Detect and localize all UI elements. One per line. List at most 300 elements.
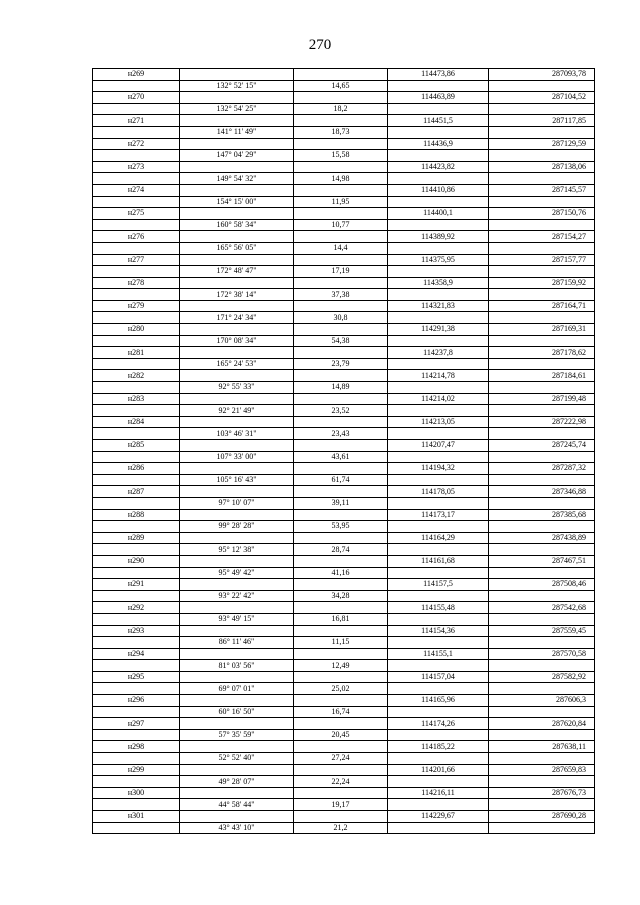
point-name-cell: н286 xyxy=(93,463,180,475)
empty-cell xyxy=(294,509,388,521)
direction-angle-cell: 57° 35' 59" xyxy=(180,729,294,741)
segment-row xyxy=(93,428,595,440)
empty-cell xyxy=(180,231,294,243)
y-coordinate-cell: 287659,83 xyxy=(489,764,595,776)
x-coordinate-cell: 114164,29 xyxy=(388,532,489,544)
empty-cell xyxy=(93,266,180,278)
empty-cell xyxy=(180,161,294,173)
x-coordinate-cell: 114214,02 xyxy=(388,393,489,405)
segment-length-cell: 18,2 xyxy=(294,103,388,115)
empty-cell xyxy=(180,671,294,683)
x-coordinate-cell: 114436,9 xyxy=(388,138,489,150)
empty-cell xyxy=(489,776,595,788)
segment-row xyxy=(93,544,595,556)
direction-angle-cell: 43° 43' 10" xyxy=(180,822,294,834)
empty-cell xyxy=(294,440,388,452)
y-coordinate-cell: 287159,92 xyxy=(489,277,595,289)
y-coordinate-cell: 287620,84 xyxy=(489,718,595,730)
empty-cell xyxy=(93,753,180,765)
empty-cell xyxy=(93,103,180,115)
point-row xyxy=(93,208,595,220)
empty-cell xyxy=(388,590,489,602)
empty-cell xyxy=(489,683,595,695)
empty-cell xyxy=(93,173,180,185)
point-name-cell: н271 xyxy=(93,115,180,127)
empty-cell xyxy=(93,799,180,811)
x-coordinate-cell: 114174,26 xyxy=(388,718,489,730)
direction-angle-cell: 147° 04' 29" xyxy=(180,150,294,162)
point-row xyxy=(93,602,595,614)
y-coordinate-cell: 287150,76 xyxy=(489,208,595,220)
point-row xyxy=(93,138,595,150)
point-name-cell: н276 xyxy=(93,231,180,243)
point-row xyxy=(93,440,595,452)
empty-cell xyxy=(388,497,489,509)
segment-length-cell: 43,61 xyxy=(294,451,388,463)
segment-row xyxy=(93,382,595,394)
empty-cell xyxy=(489,80,595,92)
segment-length-cell: 15,58 xyxy=(294,150,388,162)
segment-length-cell: 25,02 xyxy=(294,683,388,695)
empty-cell xyxy=(489,451,595,463)
y-coordinate-cell: 287093,78 xyxy=(489,69,595,81)
x-coordinate-cell: 114463,89 xyxy=(388,92,489,104)
y-coordinate-cell: 287245,74 xyxy=(489,440,595,452)
y-coordinate-cell: 287222,98 xyxy=(489,416,595,428)
point-row xyxy=(93,300,595,312)
empty-cell xyxy=(294,764,388,776)
empty-cell xyxy=(388,126,489,138)
empty-cell xyxy=(180,254,294,266)
x-coordinate-cell: 114410,86 xyxy=(388,184,489,196)
empty-cell xyxy=(180,92,294,104)
empty-cell xyxy=(489,544,595,556)
empty-cell xyxy=(489,637,595,649)
empty-cell xyxy=(180,393,294,405)
y-coordinate-cell: 287157,77 xyxy=(489,254,595,266)
segment-row xyxy=(93,173,595,185)
point-name-cell: н301 xyxy=(93,811,180,823)
segment-length-cell: 14,65 xyxy=(294,80,388,92)
point-name-cell: н269 xyxy=(93,69,180,81)
empty-cell xyxy=(180,138,294,150)
empty-cell xyxy=(294,463,388,475)
empty-cell xyxy=(93,358,180,370)
segment-length-cell: 20,45 xyxy=(294,729,388,741)
empty-cell xyxy=(294,532,388,544)
empty-cell xyxy=(489,196,595,208)
empty-cell xyxy=(294,811,388,823)
x-coordinate-cell: 114214,78 xyxy=(388,370,489,382)
empty-cell xyxy=(294,161,388,173)
empty-cell xyxy=(489,219,595,231)
empty-cell xyxy=(294,92,388,104)
segment-row xyxy=(93,567,595,579)
y-coordinate-cell: 287138,06 xyxy=(489,161,595,173)
point-row xyxy=(93,555,595,567)
point-row xyxy=(93,764,595,776)
segment-length-cell: 34,28 xyxy=(294,590,388,602)
empty-cell xyxy=(93,80,180,92)
x-coordinate-cell: 114358,9 xyxy=(388,277,489,289)
direction-angle-cell: 149° 54' 32" xyxy=(180,173,294,185)
empty-cell xyxy=(180,416,294,428)
y-coordinate-cell: 287438,89 xyxy=(489,532,595,544)
point-row xyxy=(93,416,595,428)
x-coordinate-cell: 114389,92 xyxy=(388,231,489,243)
x-coordinate-cell: 114400,1 xyxy=(388,208,489,220)
empty-cell xyxy=(388,451,489,463)
x-coordinate-cell: 114473,86 xyxy=(388,69,489,81)
empty-cell xyxy=(388,799,489,811)
y-coordinate-cell: 287690,28 xyxy=(489,811,595,823)
empty-cell xyxy=(294,741,388,753)
empty-cell xyxy=(180,718,294,730)
page-number: 270 xyxy=(308,37,332,53)
empty-cell xyxy=(294,602,388,614)
empty-cell xyxy=(294,370,388,382)
x-coordinate-cell: 114237,8 xyxy=(388,347,489,359)
segment-length-cell: 54,38 xyxy=(294,335,388,347)
segment-length-cell: 39,11 xyxy=(294,497,388,509)
empty-cell xyxy=(294,300,388,312)
empty-cell xyxy=(489,428,595,440)
point-row xyxy=(93,671,595,683)
empty-cell xyxy=(180,532,294,544)
point-name-cell: н297 xyxy=(93,718,180,730)
segment-row xyxy=(93,729,595,741)
x-coordinate-cell: 114185,22 xyxy=(388,741,489,753)
direction-angle-cell: 165° 24' 53" xyxy=(180,358,294,370)
x-coordinate-cell: 114321,83 xyxy=(388,300,489,312)
point-name-cell: н280 xyxy=(93,324,180,336)
empty-cell xyxy=(388,521,489,533)
empty-cell xyxy=(294,787,388,799)
y-coordinate-cell: 287178,62 xyxy=(489,347,595,359)
segment-row xyxy=(93,289,595,301)
segment-row xyxy=(93,497,595,509)
segment-row xyxy=(93,103,595,115)
x-coordinate-cell: 114207,47 xyxy=(388,440,489,452)
x-coordinate-cell: 114201,66 xyxy=(388,764,489,776)
segment-length-cell: 23,43 xyxy=(294,428,388,440)
empty-cell xyxy=(93,451,180,463)
direction-angle-cell: 44° 58' 44" xyxy=(180,799,294,811)
empty-cell xyxy=(388,335,489,347)
point-name-cell: н274 xyxy=(93,184,180,196)
empty-cell xyxy=(294,138,388,150)
direction-angle-cell: 141° 11' 49" xyxy=(180,126,294,138)
point-name-cell: н291 xyxy=(93,579,180,591)
empty-cell xyxy=(180,602,294,614)
empty-cell xyxy=(294,671,388,683)
empty-cell xyxy=(180,277,294,289)
segment-row xyxy=(93,219,595,231)
empty-cell xyxy=(388,196,489,208)
empty-cell xyxy=(489,753,595,765)
empty-cell xyxy=(294,184,388,196)
segment-row xyxy=(93,776,595,788)
empty-cell xyxy=(180,509,294,521)
y-coordinate-cell: 287169,31 xyxy=(489,324,595,336)
empty-cell xyxy=(388,428,489,440)
empty-cell xyxy=(93,335,180,347)
empty-cell xyxy=(93,544,180,556)
y-coordinate-cell: 287606,3 xyxy=(489,695,595,707)
empty-cell xyxy=(180,208,294,220)
point-row xyxy=(93,579,595,591)
point-row xyxy=(93,347,595,359)
point-row xyxy=(93,463,595,475)
empty-cell xyxy=(489,613,595,625)
point-name-cell: н298 xyxy=(93,741,180,753)
empty-cell xyxy=(93,428,180,440)
segment-row xyxy=(93,358,595,370)
point-row xyxy=(93,695,595,707)
empty-cell xyxy=(388,567,489,579)
empty-cell xyxy=(388,358,489,370)
segment-length-cell: 12,49 xyxy=(294,660,388,672)
direction-angle-cell: 107° 33' 00" xyxy=(180,451,294,463)
empty-cell xyxy=(489,706,595,718)
empty-cell xyxy=(294,115,388,127)
x-coordinate-cell: 114194,32 xyxy=(388,463,489,475)
segment-row xyxy=(93,312,595,324)
point-name-cell: н293 xyxy=(93,625,180,637)
direction-angle-cell: 105° 16' 43" xyxy=(180,474,294,486)
point-name-cell: н282 xyxy=(93,370,180,382)
empty-cell xyxy=(294,648,388,660)
empty-cell xyxy=(180,324,294,336)
segment-length-cell: 27,24 xyxy=(294,753,388,765)
empty-cell xyxy=(180,555,294,567)
empty-cell xyxy=(388,219,489,231)
segment-length-cell: 11,15 xyxy=(294,637,388,649)
empty-cell xyxy=(489,266,595,278)
empty-cell xyxy=(180,764,294,776)
direction-angle-cell: 93° 22' 42" xyxy=(180,590,294,602)
empty-cell xyxy=(180,370,294,382)
segment-length-cell: 22,24 xyxy=(294,776,388,788)
empty-cell xyxy=(294,277,388,289)
empty-cell xyxy=(294,416,388,428)
empty-cell xyxy=(294,718,388,730)
empty-cell xyxy=(93,683,180,695)
empty-cell xyxy=(294,231,388,243)
direction-angle-cell: 60° 16' 50" xyxy=(180,706,294,718)
point-name-cell: н299 xyxy=(93,764,180,776)
empty-cell xyxy=(180,115,294,127)
x-coordinate-cell: 114216,11 xyxy=(388,787,489,799)
y-coordinate-cell: 287582,92 xyxy=(489,671,595,683)
empty-cell xyxy=(388,242,489,254)
segment-length-cell: 37,38 xyxy=(294,289,388,301)
empty-cell xyxy=(489,729,595,741)
point-row xyxy=(93,811,595,823)
empty-cell xyxy=(294,579,388,591)
point-name-cell: н288 xyxy=(93,509,180,521)
segment-length-cell: 16,74 xyxy=(294,706,388,718)
segment-row xyxy=(93,150,595,162)
point-row xyxy=(93,254,595,266)
y-coordinate-cell: 287570,58 xyxy=(489,648,595,660)
empty-cell xyxy=(489,173,595,185)
segment-row xyxy=(93,613,595,625)
empty-cell xyxy=(388,660,489,672)
segment-length-cell: 41,16 xyxy=(294,567,388,579)
empty-cell xyxy=(388,312,489,324)
empty-cell xyxy=(93,196,180,208)
empty-cell xyxy=(388,173,489,185)
point-row xyxy=(93,115,595,127)
empty-cell xyxy=(388,706,489,718)
direction-angle-cell: 165° 56' 05" xyxy=(180,242,294,254)
point-row xyxy=(93,231,595,243)
direction-angle-cell: 170° 08' 34" xyxy=(180,335,294,347)
segment-row xyxy=(93,753,595,765)
segment-length-cell: 23,79 xyxy=(294,358,388,370)
y-coordinate-cell: 287287,32 xyxy=(489,463,595,475)
empty-cell xyxy=(180,695,294,707)
coordinates-table xyxy=(92,68,595,834)
point-row xyxy=(93,161,595,173)
empty-cell xyxy=(93,822,180,834)
y-coordinate-cell: 287184,61 xyxy=(489,370,595,382)
empty-cell xyxy=(489,474,595,486)
point-row xyxy=(93,370,595,382)
direction-angle-cell: 171° 24' 34" xyxy=(180,312,294,324)
empty-cell xyxy=(489,567,595,579)
empty-cell xyxy=(388,266,489,278)
empty-cell xyxy=(388,80,489,92)
direction-angle-cell: 160° 58' 34" xyxy=(180,219,294,231)
segment-row xyxy=(93,266,595,278)
segment-length-cell: 21,2 xyxy=(294,822,388,834)
empty-cell xyxy=(489,799,595,811)
point-name-cell: н275 xyxy=(93,208,180,220)
x-coordinate-cell: 114229,67 xyxy=(388,811,489,823)
y-coordinate-cell: 287638,11 xyxy=(489,741,595,753)
empty-cell xyxy=(294,324,388,336)
y-coordinate-cell: 287199,48 xyxy=(489,393,595,405)
point-name-cell: н296 xyxy=(93,695,180,707)
segment-row xyxy=(93,637,595,649)
direction-angle-cell: 92° 21' 49" xyxy=(180,405,294,417)
x-coordinate-cell: 114155,48 xyxy=(388,602,489,614)
empty-cell xyxy=(388,613,489,625)
segment-row xyxy=(93,335,595,347)
empty-cell xyxy=(388,405,489,417)
point-name-cell: н281 xyxy=(93,347,180,359)
empty-cell xyxy=(294,254,388,266)
y-coordinate-cell: 287145,57 xyxy=(489,184,595,196)
x-coordinate-cell: 114154,36 xyxy=(388,625,489,637)
empty-cell xyxy=(388,822,489,834)
point-row xyxy=(93,277,595,289)
point-name-cell: н294 xyxy=(93,648,180,660)
empty-cell xyxy=(489,289,595,301)
direction-angle-cell: 132° 52' 15" xyxy=(180,80,294,92)
direction-angle-cell: 95° 12' 38" xyxy=(180,544,294,556)
empty-cell xyxy=(93,312,180,324)
empty-cell xyxy=(93,590,180,602)
empty-cell xyxy=(93,613,180,625)
empty-cell xyxy=(388,150,489,162)
segment-row xyxy=(93,660,595,672)
empty-cell xyxy=(93,660,180,672)
segment-length-cell: 17,19 xyxy=(294,266,388,278)
empty-cell xyxy=(388,289,489,301)
x-coordinate-cell: 114155,1 xyxy=(388,648,489,660)
segment-length-cell: 18,73 xyxy=(294,126,388,138)
direction-angle-cell: 49° 28' 07" xyxy=(180,776,294,788)
empty-cell xyxy=(180,69,294,81)
empty-cell xyxy=(388,637,489,649)
empty-cell xyxy=(294,695,388,707)
y-coordinate-cell: 287164,71 xyxy=(489,300,595,312)
segment-length-cell: 53,95 xyxy=(294,521,388,533)
direction-angle-cell: 81° 03' 56" xyxy=(180,660,294,672)
segment-row xyxy=(93,590,595,602)
y-coordinate-cell: 287346,88 xyxy=(489,486,595,498)
empty-cell xyxy=(489,103,595,115)
segment-length-cell: 30,8 xyxy=(294,312,388,324)
point-row xyxy=(93,532,595,544)
point-name-cell: н300 xyxy=(93,787,180,799)
point-name-cell: н273 xyxy=(93,161,180,173)
direction-angle-cell: 93° 49' 15" xyxy=(180,613,294,625)
point-row xyxy=(93,92,595,104)
empty-cell xyxy=(294,625,388,637)
segment-row xyxy=(93,683,595,695)
y-coordinate-cell: 287676,73 xyxy=(489,787,595,799)
x-coordinate-cell: 114157,04 xyxy=(388,671,489,683)
segment-row xyxy=(93,521,595,533)
empty-cell xyxy=(180,741,294,753)
x-coordinate-cell: 114161,68 xyxy=(388,555,489,567)
segment-length-cell: 19,17 xyxy=(294,799,388,811)
empty-cell xyxy=(388,729,489,741)
segment-row xyxy=(93,405,595,417)
y-coordinate-cell: 287385,68 xyxy=(489,509,595,521)
empty-cell xyxy=(294,393,388,405)
x-coordinate-cell: 114165,96 xyxy=(388,695,489,707)
empty-cell xyxy=(294,486,388,498)
empty-cell xyxy=(180,300,294,312)
empty-cell xyxy=(93,729,180,741)
direction-angle-cell: 172° 48' 47" xyxy=(180,266,294,278)
point-name-cell: н285 xyxy=(93,440,180,452)
segment-row xyxy=(93,822,595,834)
segment-length-cell: 14,98 xyxy=(294,173,388,185)
empty-cell xyxy=(388,753,489,765)
segment-row xyxy=(93,474,595,486)
point-row xyxy=(93,625,595,637)
empty-cell xyxy=(180,625,294,637)
x-coordinate-cell: 114173,17 xyxy=(388,509,489,521)
point-row xyxy=(93,486,595,498)
segment-length-cell: 10,77 xyxy=(294,219,388,231)
point-row xyxy=(93,69,595,81)
x-coordinate-cell: 114423,82 xyxy=(388,161,489,173)
x-coordinate-cell: 114157,5 xyxy=(388,579,489,591)
empty-cell xyxy=(388,474,489,486)
empty-cell xyxy=(388,544,489,556)
segment-row xyxy=(93,80,595,92)
point-row xyxy=(93,509,595,521)
empty-cell xyxy=(489,358,595,370)
empty-cell xyxy=(93,126,180,138)
